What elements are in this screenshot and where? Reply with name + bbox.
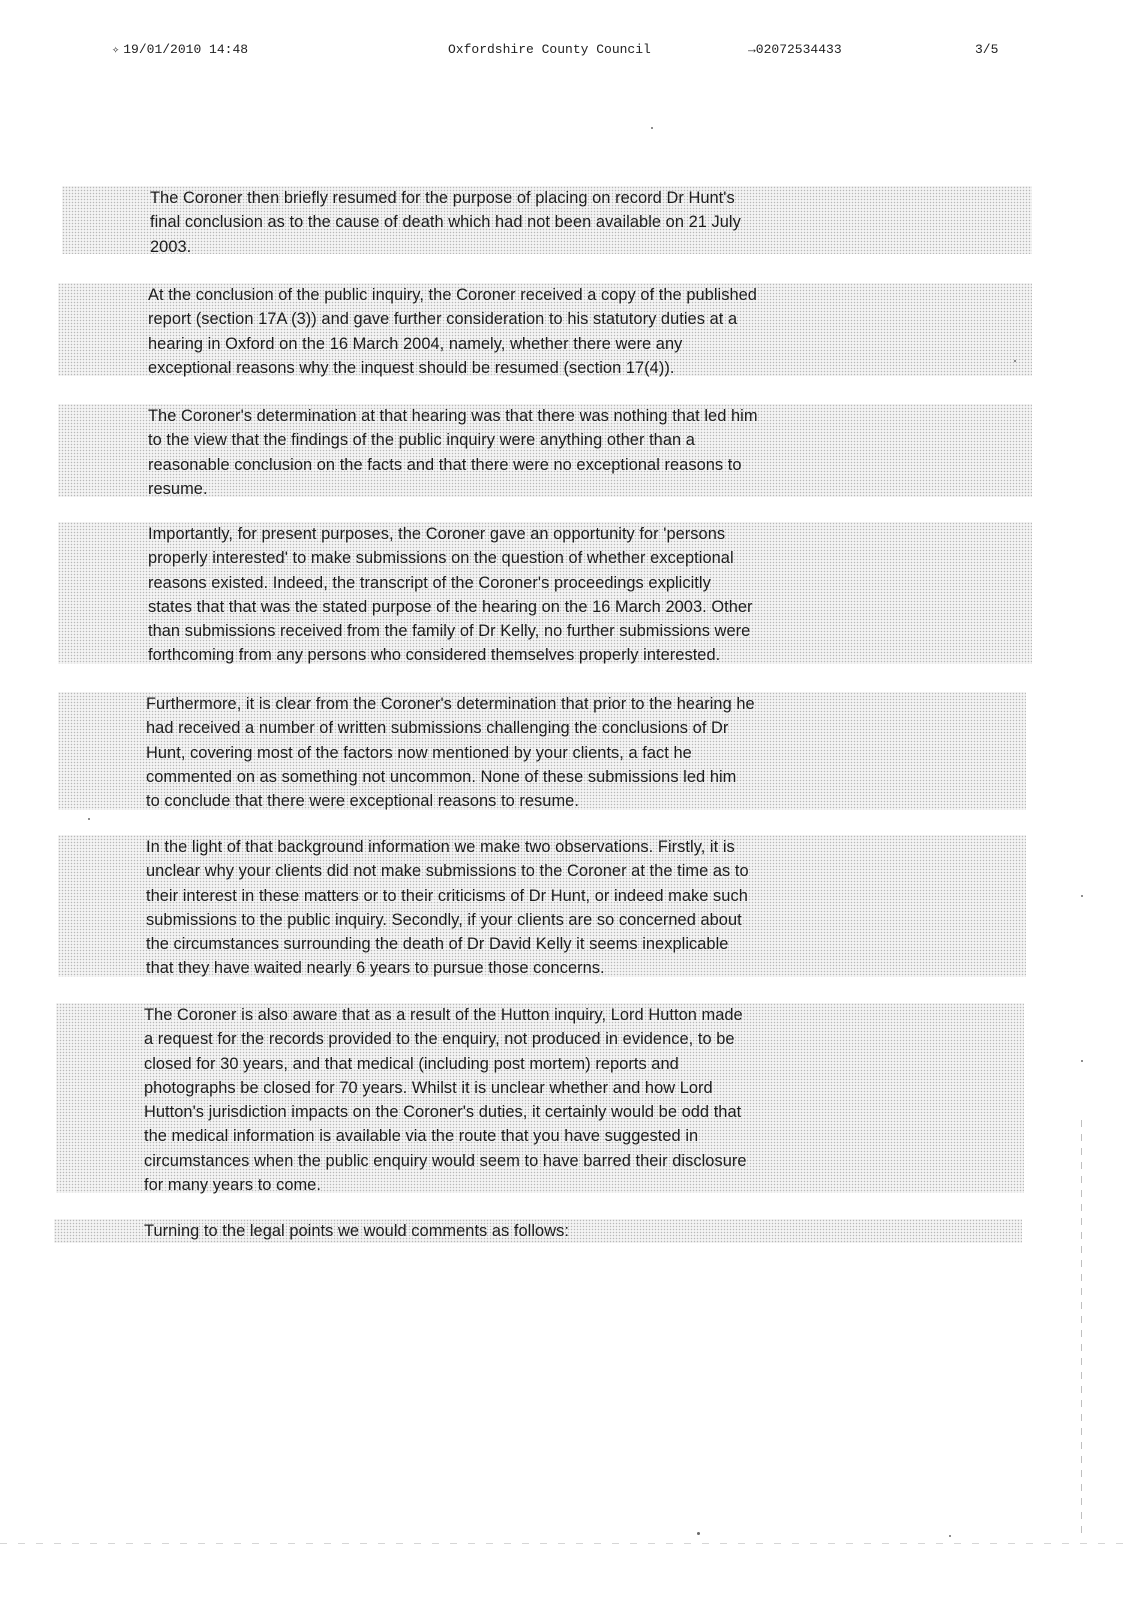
- paragraph-7: [144, 1003, 747, 1197]
- paragraph-4: [148, 522, 753, 668]
- fax-number: →02072534433: [748, 42, 842, 57]
- text-line: the medical information is available via the route that you have suggested in: [144, 1127, 699, 1146]
- text-line: unclear why your clients did not make submissions to the Coroner at the time as to: [146, 862, 749, 881]
- text-line: commented on as something not uncommon. None of these submissions led him: [146, 767, 737, 786]
- text-line: submissions to the public inquiry. Secondly, if your clients are so concerned about: [146, 910, 742, 929]
- fax-mark-icon: ✧: [112, 43, 120, 57]
- text-line: photographs be closed for 70 years. Whilst it is unclear whether and how Lord: [144, 1078, 713, 1097]
- text-line: 2003.: [150, 237, 192, 256]
- scan-speck: [1014, 360, 1016, 362]
- paragraph-3: [148, 404, 758, 501]
- text-line: reasonable conclusion on the facts and that there were no exceptional reasons to: [148, 455, 742, 474]
- text-line: had received a number of written submissions challenging the conclusions of Dr: [146, 719, 729, 738]
- scan-speck: [697, 1532, 700, 1535]
- text-line: Hunt, covering most of the factors now mentioned by your clients, a fact he: [146, 743, 692, 762]
- fax-header: [0, 42, 1131, 62]
- text-line: resume.: [148, 479, 208, 498]
- scan-speck: [88, 818, 90, 820]
- text-line: than submissions received from the family of Dr Kelly, no further submissions were: [148, 622, 751, 641]
- text-line: their interest in these matters or to their criticisms of Dr Hunt, or indeed make such: [146, 886, 748, 905]
- fax-datetime: ✧ 19/01/2010 14:48: [112, 42, 249, 57]
- text-line: final conclusion as to the cause of death which had not been available on 21 July: [150, 213, 741, 232]
- text-line: report (section 17A (3)) and gave further consideration to his statutory duties at a: [148, 310, 738, 329]
- text-line: closed for 30 years, and that medical (including post mortem) reports and: [144, 1054, 679, 1073]
- text-line: the circumstances surrounding the death of Dr David Kelly it seems inexplicable: [146, 935, 729, 954]
- text-line: At the conclusion of the public inquiry, the Coroner received a copy of the published: [148, 286, 757, 304]
- text-line: Importantly, for present purposes, the Coroner gave an opportunity for 'persons: [148, 525, 726, 543]
- scan-speck: [949, 1535, 951, 1537]
- text-line: properly interested' to make submissions on the question of whether exceptional: [148, 549, 734, 568]
- scan-speck: [1081, 1060, 1083, 1062]
- paragraph-6: [146, 835, 749, 981]
- text-line: a request for the records provided to the enquiry, not produced in evidence, to be: [144, 1030, 735, 1049]
- text-line: In the light of that background information we make two observations. Firstly, it is: [146, 838, 735, 856]
- scan-speck: [1081, 895, 1083, 897]
- paragraph-8: [144, 1219, 569, 1243]
- text-line: states that that was the stated purpose of the hearing on the 16 March 2003. Other: [148, 597, 753, 616]
- fax-page-number: 3/5: [975, 42, 999, 57]
- text-line: The Coroner then briefly resumed for the purpose of placing on record Dr Hunt's: [150, 189, 735, 207]
- text-line: Hutton's jurisdiction impacts on the Coroner's duties, it certainly would be odd that: [144, 1103, 742, 1122]
- text-line: exceptional reasons why the inquest should be resumed (section 17(4)).: [148, 358, 675, 377]
- scan-edge-bottom: [0, 1543, 1131, 1544]
- text-line: hearing in Oxford on the 16 March 2004, namely, whether there were any: [148, 334, 683, 353]
- text-line: that they have waited nearly 6 years to pursue those concerns.: [146, 959, 605, 978]
- paragraph-1: [150, 186, 741, 259]
- scan-edge-right: [1081, 1120, 1082, 1540]
- text-line: Furthermore, it is clear from the Coroner's determination that prior to the hearing he: [146, 695, 755, 713]
- text-line: forthcoming from any persons who considered themselves properly interested.: [148, 646, 721, 665]
- paragraph-2: [148, 283, 757, 380]
- text-line: to the view that the findings of the public inquiry were anything other than a: [148, 431, 695, 450]
- paragraph-5: [146, 692, 755, 813]
- text-line: to conclude that there were exceptional reasons to resume.: [146, 792, 579, 811]
- text-line: circumstances when the public enquiry would seem to have barred their disclosure: [144, 1151, 747, 1170]
- text-line: for many years to come.: [144, 1176, 321, 1195]
- fax-organisation: Oxfordshire County Council: [448, 42, 651, 57]
- text-line: reasons existed. Indeed, the transcript of the Coroner's proceedings explicitly: [148, 573, 711, 592]
- text-line: The Coroner is also aware that as a result of the Hutton inquiry, Lord Hutton made: [144, 1006, 743, 1024]
- text-line: The Coroner's determination at that hearing was that there was nothing that led him: [148, 407, 758, 425]
- scan-speck: [651, 127, 653, 129]
- text-line: Turning to the legal points we would comments as follows:: [144, 1222, 569, 1240]
